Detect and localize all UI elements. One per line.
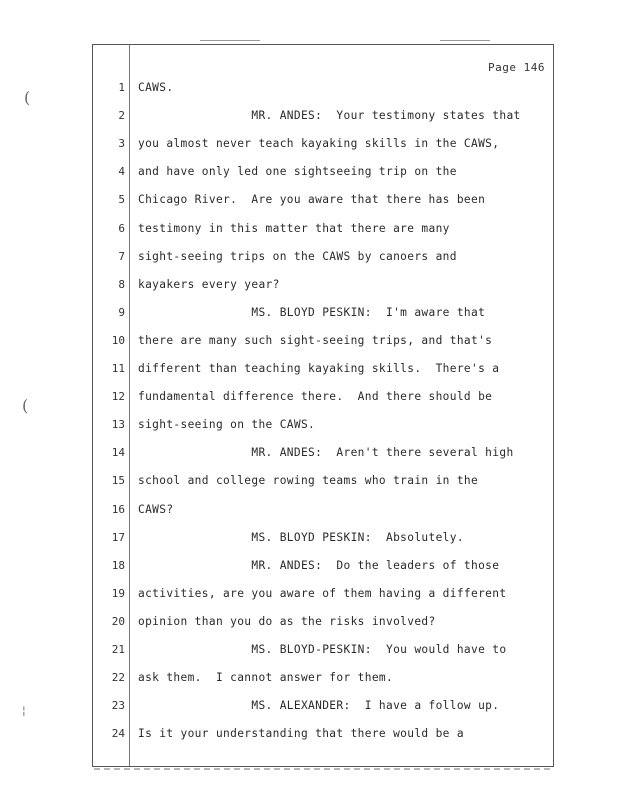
binder-hole-mark: ( [22, 396, 29, 415]
line-text: sight-seeing trips on the CAWS by canoers and [138, 249, 457, 263]
line-number: 5 [118, 193, 125, 207]
transcript-line [93, 137, 555, 157]
page-number: Page 146 [488, 61, 545, 74]
line-text: sight-seeing on the CAWS. [138, 418, 316, 432]
line-number: 3 [118, 137, 125, 151]
line-text: fundamental difference there. And there should be [138, 390, 493, 404]
scan-artifact [94, 768, 554, 770]
transcript-line [93, 362, 555, 382]
line-number: 15 [111, 474, 125, 488]
transcript-line [93, 615, 555, 635]
line-text: CAWS. [138, 81, 174, 94]
line-number: 8 [118, 277, 125, 291]
binder-hole-mark: ¦ [22, 704, 26, 717]
transcript-line [93, 699, 555, 719]
line-number: 4 [118, 165, 125, 179]
line-text: activities, are you aware of them having a different [138, 586, 507, 600]
line-text: there are many such sight-seeing trips, and that's [138, 333, 493, 347]
scan-artifact [200, 40, 260, 41]
line-text: MR. ANDES: Aren't there several high [138, 446, 514, 460]
transcript-line [93, 503, 555, 523]
line-number: 22 [111, 671, 125, 685]
transcript-line [93, 643, 555, 663]
line-number: 14 [111, 446, 125, 460]
line-number: 17 [111, 530, 125, 544]
transcript-line [93, 474, 555, 494]
transcript-line [93, 334, 555, 354]
line-text: MS. BLOYD PESKIN: I'm aware that [138, 305, 486, 319]
transcript-line [93, 587, 555, 607]
transcript-line [93, 559, 555, 579]
line-number: 21 [111, 643, 125, 656]
line-number: 9 [118, 305, 125, 319]
line-text: testimony in this matter that there are many [138, 221, 450, 235]
transcript-line [93, 531, 555, 551]
transcript-line [93, 278, 555, 298]
line-number: 2 [118, 109, 125, 123]
line-number: 16 [111, 502, 125, 516]
line-text: MS. ALEXANDER: I have a follow up. [138, 699, 500, 713]
line-text: MR. ANDES: Your testimony states that [138, 109, 521, 123]
transcript-page [92, 44, 554, 767]
line-number: 12 [111, 390, 125, 404]
line-text: kayakers every year? [138, 277, 280, 291]
line-number: 6 [118, 221, 125, 235]
line-text: ask them. I cannot answer for them. [138, 671, 394, 685]
line-number: 20 [111, 614, 125, 628]
transcript-line [93, 81, 555, 101]
transcript-line [93, 250, 555, 270]
line-text: MR. ANDES: Do the leaders of those [138, 558, 500, 572]
line-text: Chicago River. Are you aware that there has been [138, 193, 486, 207]
line-text: MS. BLOYD-PESKIN: You would have to [138, 643, 507, 656]
line-text: opinion than you do as the risks involved? [138, 614, 436, 628]
line-number: 1 [118, 81, 125, 94]
line-number: 19 [111, 586, 125, 600]
transcript-line [93, 193, 555, 213]
line-text: Is it your understanding that there would be a [138, 727, 464, 741]
line-text: you almost never teach kayaking skills in the CAWS, [138, 137, 500, 151]
transcript-line [93, 222, 555, 242]
binder-hole-mark: ( [24, 88, 31, 107]
transcript-line [93, 446, 555, 466]
transcript-line [93, 727, 555, 747]
line-text: CAWS? [138, 502, 174, 516]
transcript-line [93, 671, 555, 691]
line-number: 13 [111, 418, 125, 432]
transcript-line [93, 390, 555, 410]
line-number: 18 [111, 558, 125, 572]
line-number: 24 [111, 727, 125, 741]
line-number: 7 [118, 249, 125, 263]
line-text: MS. BLOYD PESKIN: Absolutely. [138, 530, 464, 544]
scan-artifact [440, 40, 490, 41]
transcript-line [93, 165, 555, 185]
line-number: 23 [111, 699, 125, 713]
line-text: school and college rowing teams who train in the [138, 474, 479, 488]
line-number: 10 [111, 333, 125, 347]
line-text: and have only led one sightseeing trip on the [138, 165, 457, 179]
transcript-line [93, 109, 555, 129]
line-text: different than teaching kayaking skills. There's a [138, 362, 500, 375]
transcript-line [93, 418, 555, 438]
line-number: 11 [111, 362, 125, 375]
transcript-line [93, 306, 555, 326]
